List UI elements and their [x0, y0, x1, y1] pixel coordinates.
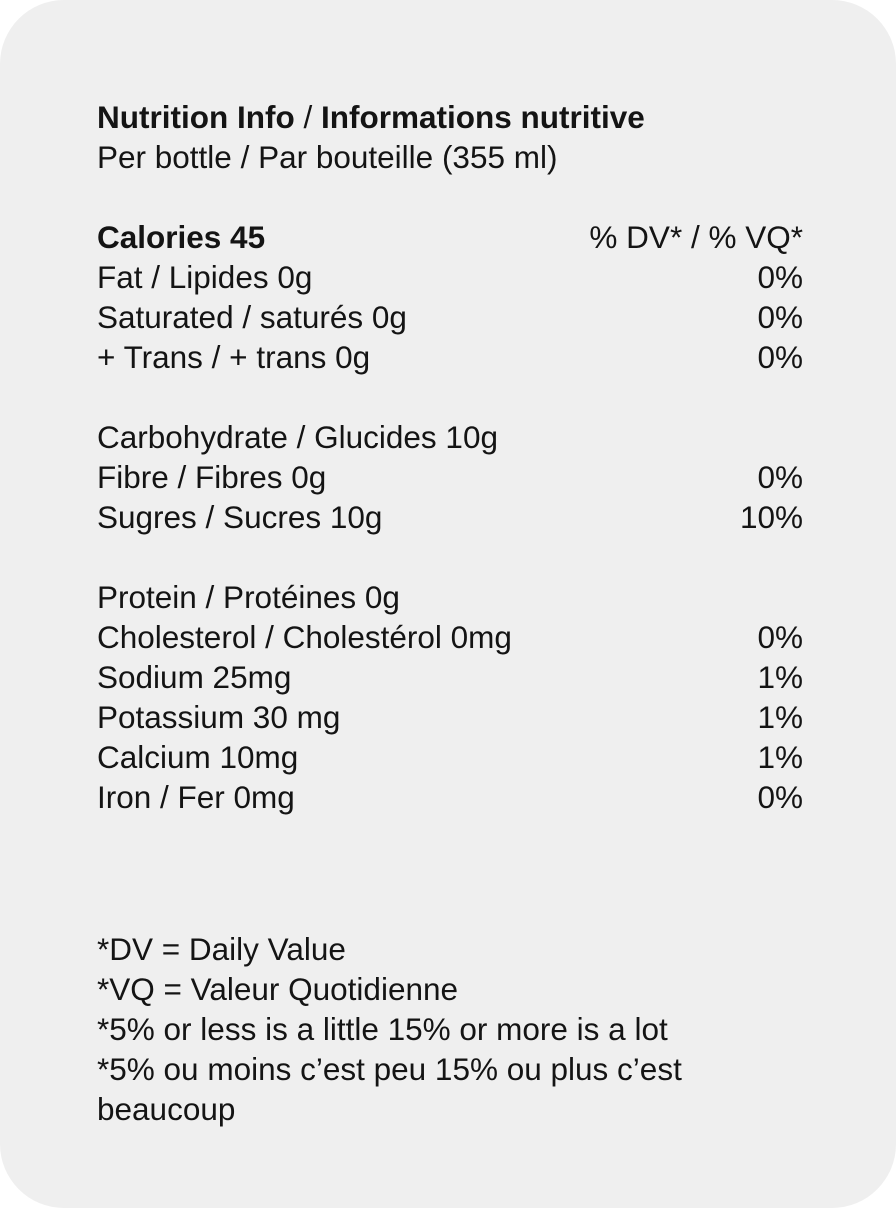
- footnote-line: [97, 1089, 803, 1129]
- nutrient-row-sugars: [97, 497, 803, 537]
- footnote-text: *5% or less is a little 15% or more is a lot: [97, 1011, 668, 1047]
- spacer: [97, 377, 803, 417]
- nutrient-row-protein: [97, 577, 803, 617]
- nutrient-row-iron: [97, 777, 803, 817]
- nutrient-label: Potassium 30 mg: [97, 699, 341, 735]
- nutrient-label: Carbohydrate / Glucides 10g: [97, 419, 498, 455]
- spacer: [97, 537, 803, 577]
- nutrient-label: Sodium 25mg: [97, 659, 292, 695]
- nutrient-label: Saturated / saturés 0g: [97, 299, 407, 335]
- nutrient-row-fibre: [97, 457, 803, 497]
- footnote-text: beaucoup: [97, 1091, 236, 1127]
- nutrient-dv: 0%: [757, 779, 803, 815]
- footnote-line: [97, 929, 803, 969]
- nutrient-label: Sugres / Sucres 10g: [97, 499, 383, 535]
- footnote-line: [97, 969, 803, 1009]
- nutrient-label: Cholesterol / Cholestérol 0mg: [97, 619, 512, 655]
- nutrient-dv: 0%: [757, 259, 803, 295]
- nutrient-label: Calcium 10mg: [97, 739, 299, 775]
- nutrient-label: + Trans / + trans 0g: [97, 339, 371, 375]
- dv-header: % DV* / % VQ*: [589, 219, 803, 255]
- nutrient-row-calcium: [97, 737, 803, 777]
- serving-size-text: Per bottle / Par bouteille (355 ml): [97, 139, 558, 175]
- calories-row: [97, 217, 803, 257]
- title-en: Nutrition Info: [97, 99, 295, 135]
- footnote-line: [97, 1009, 803, 1049]
- footnotes: [97, 929, 803, 1129]
- nutrition-content: [97, 97, 803, 1129]
- calories-label: Calories 45: [97, 219, 266, 255]
- nutrient-dv: 0%: [757, 339, 803, 375]
- nutrient-dv: 1%: [757, 739, 803, 775]
- nutrient-row-saturated: [97, 297, 803, 337]
- nutrient-dv: 10%: [739, 499, 803, 535]
- nutrient-label: Protein / Protéines 0g: [97, 579, 400, 615]
- spacer: [97, 177, 803, 217]
- nutrient-dv: 0%: [757, 299, 803, 335]
- footnote-text: *DV = Daily Value: [97, 931, 346, 967]
- spacer: [97, 817, 803, 929]
- nutrient-row-potassium: [97, 697, 803, 737]
- nutrient-dv: 1%: [757, 659, 803, 695]
- footnote-text: *VQ = Valeur Quotidienne: [97, 971, 459, 1007]
- nutrition-title: [97, 97, 803, 137]
- footnote-line: [97, 1049, 803, 1089]
- title-separator: /: [294, 99, 321, 135]
- nutrient-label: Iron / Fer 0mg: [97, 779, 295, 815]
- nutrient-row-carbohydrate: [97, 417, 803, 457]
- title-fr: Informations nutritive: [320, 99, 645, 135]
- nutrient-dv: 0%: [757, 459, 803, 495]
- nutrient-row-cholesterol: [97, 617, 803, 657]
- nutrient-row-trans: [97, 337, 803, 377]
- nutrient-dv: 1%: [757, 699, 803, 735]
- nutrient-row-fat: [97, 257, 803, 297]
- nutrient-dv: 0%: [757, 619, 803, 655]
- nutrient-label: Fat / Lipides 0g: [97, 259, 313, 295]
- serving-size: [97, 137, 803, 177]
- nutrient-label: Fibre / Fibres 0g: [97, 459, 327, 495]
- nutrient-row-sodium: [97, 657, 803, 697]
- footnote-text: *5% ou moins c’est peu 15% ou plus c’est: [97, 1051, 682, 1087]
